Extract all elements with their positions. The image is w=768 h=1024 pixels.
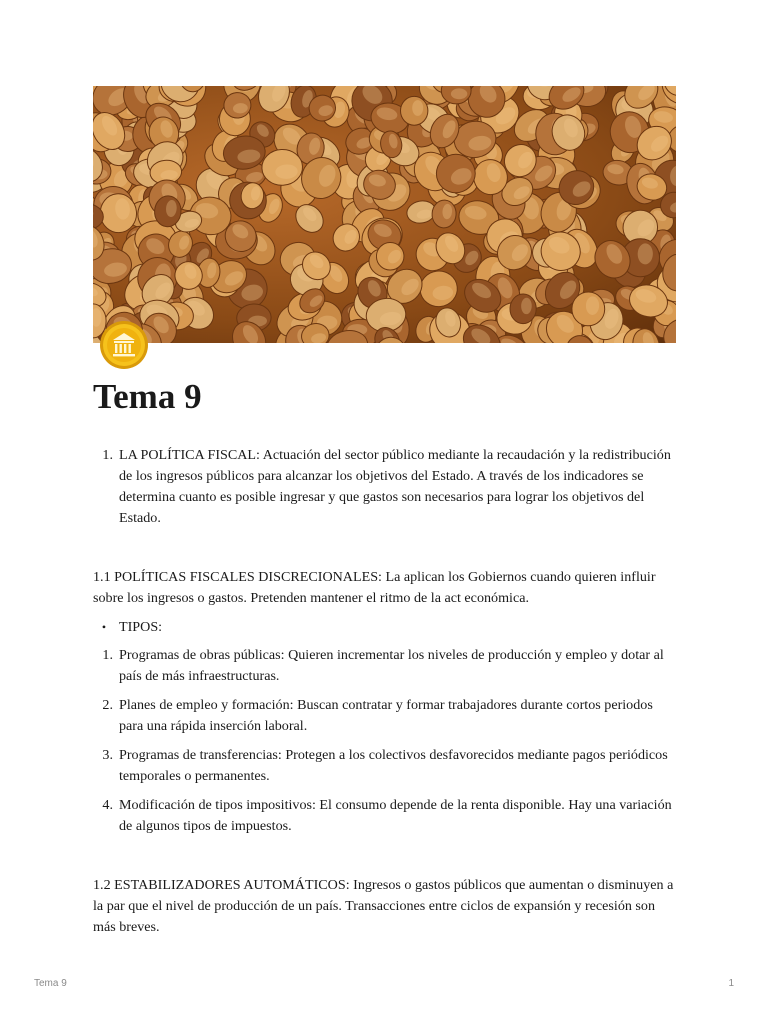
list-item	[93, 645, 678, 687]
list-number: 3.	[102, 747, 113, 763]
tipos-bullet-list	[93, 617, 678, 638]
tipos-numbered-list	[93, 645, 678, 837]
coins-photo	[93, 86, 676, 343]
list-number: 4.	[102, 797, 113, 813]
tipos-label: TIPOS:	[119, 619, 163, 635]
footer-title: Tema 9	[34, 978, 67, 989]
list-item	[93, 745, 678, 787]
list-number: 1.	[102, 647, 113, 663]
list-item	[93, 795, 678, 837]
list-item	[93, 617, 678, 638]
list-item	[93, 445, 678, 529]
list-item-text: Programas de transferencias: Protegen a los colectivos desfavorecidos mediante pagos periódicos temporales o permanentes.	[119, 747, 668, 784]
list-number: 1.	[102, 447, 113, 463]
page-number: 1	[728, 978, 734, 989]
document-body	[93, 445, 678, 938]
cover-image	[93, 86, 676, 343]
list-item-text: Modificación de tipos impositivos: El consumo depende de la renta disponible. Hay una variación de algunos tipos de impuestos.	[119, 797, 672, 834]
page-title: Tema 9	[93, 377, 202, 416]
estabilizadores-paragraph: 1.2 ESTABILIZADORES AUTOMÁTICOS: Ingresos o gastos públicos que aumentan o disminuyen a la par que el nivel de producción de un país. Transacciones entre ciclos de expansión y recesión son más breves.	[93, 877, 674, 935]
bullet-icon: •	[101, 620, 107, 634]
list-item-text: Programas de obras públicas: Quieren incrementar los niveles de producción y empleo y dotar al país de más infraestructuras.	[119, 647, 664, 684]
section-1-text: LA POLÍTICA FISCAL: Actuación del sector público mediante la recaudación y la redistribución de los ingresos públicos para alcanzar los objetivos del Estado. A través de los indicadores se determina cuanto es posible ingresar y que gastos son necesarios para lograr los objetivos del Estado.	[119, 447, 671, 526]
list-item-text: Planes de empleo y formación: Buscan contratar y formar trabajadores durante cortos periodos para una rápida inserción laboral.	[119, 697, 653, 734]
section-1-list	[93, 445, 678, 529]
list-item	[93, 695, 678, 737]
list-number: 2.	[102, 697, 113, 713]
bank-coin-icon	[99, 320, 149, 370]
discrecionales-paragraph: 1.1 POLÍTICAS FISCALES DISCRECIONALES: La aplican los Gobiernos cuando quieren influir sobre los ingresos o gastos. Pretenden mantener el ritmo de la act económica.	[93, 569, 656, 606]
